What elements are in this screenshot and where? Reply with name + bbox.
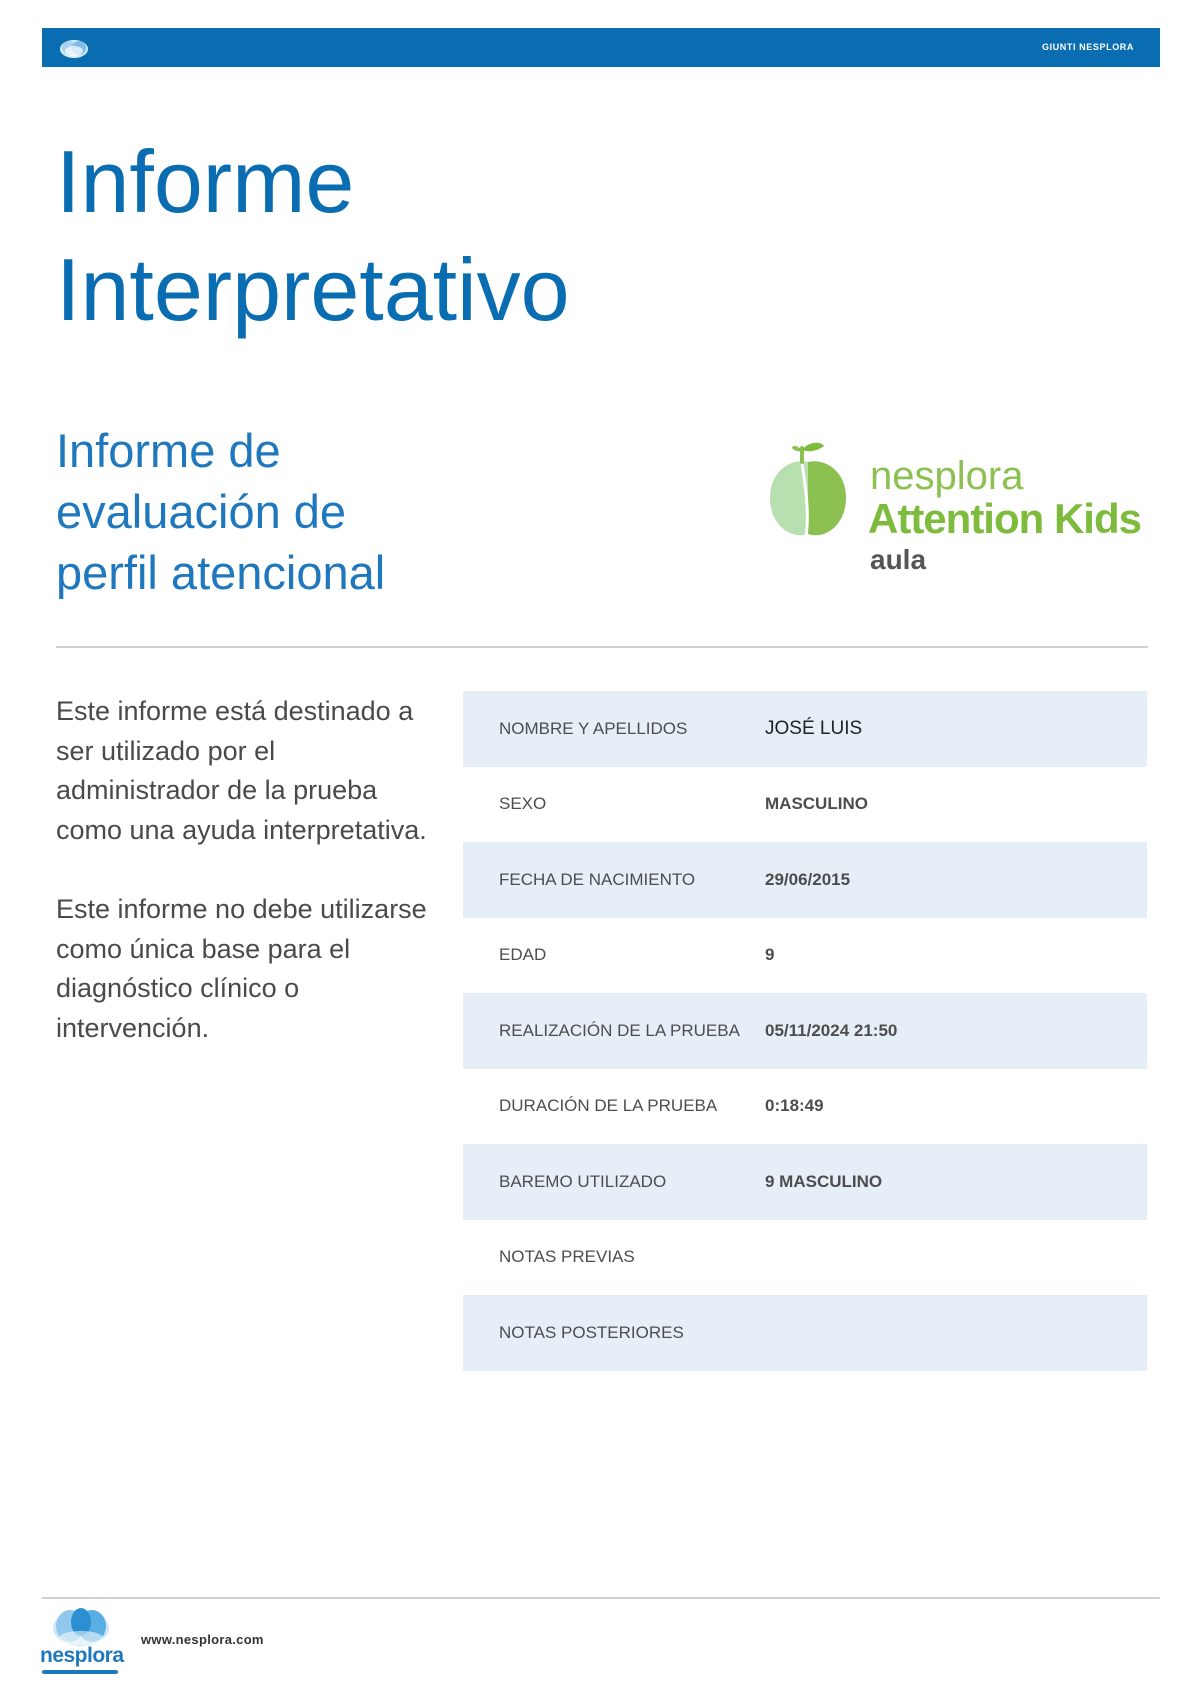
info-label: DURACIÓN DE LA PRUEBA: [499, 1096, 718, 1116]
info-row-age: [463, 918, 1147, 994]
nesplora-petal-icon: [40, 1604, 122, 1648]
info-row-norms: [463, 1144, 1147, 1220]
section-divider: [56, 646, 1148, 648]
nesplora-drop-icon: [58, 37, 90, 59]
product-variant: aula: [870, 544, 927, 575]
info-row-birthdate: [463, 842, 1147, 918]
product-name: Attention Kids: [868, 495, 1141, 542]
page-title: [56, 128, 570, 344]
info-value: 05/11/2024 21:50: [765, 1020, 898, 1040]
footer-divider: [42, 1597, 1160, 1599]
info-row-notes-before: [463, 1220, 1147, 1296]
subtitle-line-3: perfil atencional: [56, 546, 386, 599]
page-title-line-1: Informe: [56, 132, 355, 231]
info-label: NOTAS PREVIAS: [499, 1247, 635, 1267]
info-row-test-date: [463, 993, 1147, 1069]
patient-info-table: [463, 691, 1147, 1371]
footer-logo-word: nesplora: [40, 1644, 124, 1667]
brand-name: nesplora: [870, 454, 1024, 498]
footer-logo: [40, 1604, 122, 1674]
info-value: 9: [765, 945, 775, 965]
header-bar: [42, 28, 1160, 67]
header-brand: GIUNTI NESPLORA: [1041, 42, 1134, 52]
info-value: 29/06/2015: [765, 869, 851, 889]
info-label: REALIZACIÓN DE LA PRUEBA: [499, 1020, 740, 1040]
info-label: FECHA DE NACIMIENTO: [499, 869, 696, 889]
info-row-name: [463, 691, 1147, 767]
info-label: NOTAS POSTERIORES: [499, 1322, 684, 1342]
info-label: BAREMO UTILIZADO: [499, 1171, 667, 1191]
intro-text: [56, 692, 436, 1088]
info-label: SEXO: [499, 794, 547, 814]
info-row-sex: [463, 767, 1147, 843]
footer-logo-bar: [42, 1670, 118, 1674]
attention-kids-logo: [766, 440, 1146, 580]
info-value: 0:18:49: [765, 1096, 824, 1116]
website-link[interactable]: www.nesplora.com: [141, 1632, 264, 1647]
intro-paragraph-1: Este informe está destinado a ser utilizado por el administrador de la prueba como una ayuda interpretativa.: [56, 696, 427, 845]
info-value: JOSÉ LUIS: [765, 717, 863, 739]
subtitle-line-1: Informe de: [56, 424, 281, 477]
info-row-notes-after: [463, 1295, 1147, 1371]
page-title-line-2: Interpretativo: [56, 240, 570, 339]
info-value: 9 MASCULINO: [765, 1171, 883, 1191]
info-row-duration: [463, 1069, 1147, 1145]
info-value: MASCULINO: [765, 794, 868, 814]
subtitle-line-2: evaluación de: [56, 485, 347, 538]
apple-icon: [766, 440, 850, 542]
info-label: EDAD: [499, 945, 547, 965]
page-subtitle: [56, 420, 385, 603]
intro-paragraph-2: Este informe no debe utilizarse como única base para el diagnóstico clínico o intervención.: [56, 894, 427, 1043]
info-label: NOMBRE Y APELLIDOS: [499, 718, 688, 738]
